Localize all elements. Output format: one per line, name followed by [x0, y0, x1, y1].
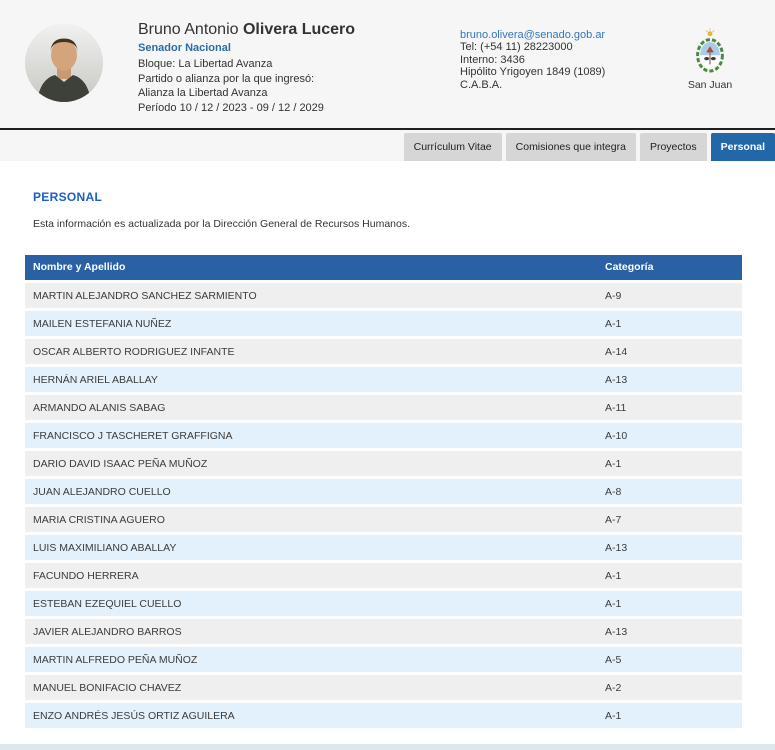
- footer-edge: [0, 744, 775, 750]
- staff-category: A-1: [597, 451, 742, 479]
- table-row: [25, 647, 742, 675]
- staff-name: DARIO DAVID ISAAC PEÑA MUÑOZ: [25, 451, 597, 479]
- tab-comisiones-que-integra[interactable]: Comisiones que integra: [506, 133, 636, 161]
- staff-name: MARTIN ALFREDO PEÑA MUÑOZ: [25, 647, 597, 675]
- senator-header: [0, 0, 775, 161]
- senator-name: [138, 21, 355, 39]
- table-row: [25, 563, 742, 591]
- staff-category: A-13: [597, 367, 742, 395]
- staff-name: MARIA CRISTINA AGUERO: [25, 507, 597, 535]
- column-header-category: Categoría: [597, 255, 742, 283]
- table-row: [25, 619, 742, 647]
- tab-curr-culum-vitae[interactable]: Currículum Vitae: [404, 133, 502, 161]
- staff-name: LUIS MAXIMILIANO ABALLAY: [25, 535, 597, 563]
- staff-name: MANUEL BONIFACIO CHAVEZ: [25, 675, 597, 703]
- staff-category: A-13: [597, 535, 742, 563]
- senator-first-names: Bruno Antonio: [138, 21, 239, 38]
- staff-category: A-8: [597, 479, 742, 507]
- staff-name: JAVIER ALEJANDRO BARROS: [25, 619, 597, 647]
- staff-name: MARTIN ALEJANDRO SANCHEZ SARMIENTO: [25, 283, 597, 311]
- senator-portrait-image: [25, 24, 103, 102]
- staff-category: A-9: [597, 283, 742, 311]
- province-block: [676, 28, 744, 91]
- table-row: [25, 395, 742, 423]
- staff-category: A-1: [597, 563, 742, 591]
- section-note: Esta información es actualizada por la Dirección General de Recursos Humanos.: [33, 218, 411, 230]
- tab-proyectos[interactable]: Proyectos: [640, 133, 707, 161]
- table-row: [25, 339, 742, 367]
- staff-table-head: [25, 255, 742, 283]
- table-row: [25, 591, 742, 619]
- san-juan-coat-of-arms-icon: [691, 28, 729, 76]
- staff-name: FACUNDO HERRERA: [25, 563, 597, 591]
- senator-partido: Alianza la Libertad Avanza: [138, 87, 268, 99]
- table-row: [25, 507, 742, 535]
- senator-info: [138, 21, 355, 115]
- email-link[interactable]: bruno.olivera@senado.gob.ar: [460, 29, 606, 41]
- table-row: [25, 423, 742, 451]
- staff-name: ESTEBAN EZEQUIEL CUELLO: [25, 591, 597, 619]
- staff-name: JUAN ALEJANDRO CUELLO: [25, 479, 597, 507]
- senator-periodo: Período 10 / 12 / 2023 - 09 / 12 / 2029: [138, 101, 324, 114]
- senator-contact: [460, 29, 605, 91]
- address-line1: Hipólito Yrigoyen 1849 (1089): [460, 66, 606, 79]
- staff-category: A-2: [597, 675, 742, 703]
- table-row: [25, 479, 742, 507]
- table-row: [25, 283, 742, 311]
- internal-extension: Interno: 3436: [460, 53, 525, 66]
- staff-category: A-7: [597, 507, 742, 535]
- table-row: [25, 451, 742, 479]
- header-divider: [0, 128, 775, 130]
- senator-details: [138, 57, 355, 115]
- table-row: [25, 535, 742, 563]
- province-name: San Juan: [687, 79, 733, 91]
- staff-name: ENZO ANDRÉS JESÚS ORTIZ AGUILERA: [25, 703, 597, 731]
- table-row: [25, 311, 742, 339]
- staff-name: OSCAR ALBERTO RODRIGUEZ INFANTE: [25, 339, 597, 367]
- senator-bloque: Bloque: La Libertad Avanza: [138, 58, 273, 70]
- table-row: [25, 675, 742, 703]
- staff-name: ARMANDO ALANIS SABAG: [25, 395, 597, 423]
- staff-category: A-13: [597, 619, 742, 647]
- staff-category: A-1: [597, 311, 742, 339]
- page-title: PERSONAL: [33, 190, 103, 204]
- personal-section: [0, 190, 775, 731]
- staff-category: A-1: [597, 591, 742, 619]
- staff-category: A-11: [597, 395, 742, 423]
- staff-table-body: [25, 283, 742, 731]
- address-line2: C.A.B.A.: [460, 78, 503, 91]
- staff-category: A-14: [597, 339, 742, 367]
- senator-photo: [25, 24, 103, 102]
- senator-last-names: Olivera Lucero: [242, 21, 356, 38]
- phone-number: Tel: (+54 11) 28223000: [460, 41, 573, 54]
- staff-name: FRANCISCO J TASCHERET GRAFFIGNA: [25, 423, 597, 451]
- senator-role: Senador Nacional: [138, 42, 231, 54]
- table-row: [25, 703, 742, 731]
- staff-category: A-1: [597, 703, 742, 731]
- staff-name: HERNÁN ARIEL ABALLAY: [25, 367, 597, 395]
- profile-tabs: [404, 133, 775, 161]
- staff-category: A-10: [597, 423, 742, 451]
- senator-partido-label: Partido o alianza por la que ingresó:: [138, 72, 315, 85]
- tab-personal[interactable]: Personal: [711, 133, 775, 161]
- table-header-row: [25, 255, 742, 283]
- staff-table: [25, 255, 742, 731]
- column-header-name: Nombre y Apellido: [25, 255, 597, 283]
- table-row: [25, 367, 742, 395]
- staff-category: A-5: [597, 647, 742, 675]
- staff-name: MAILEN ESTEFANIA NUÑEZ: [25, 311, 597, 339]
